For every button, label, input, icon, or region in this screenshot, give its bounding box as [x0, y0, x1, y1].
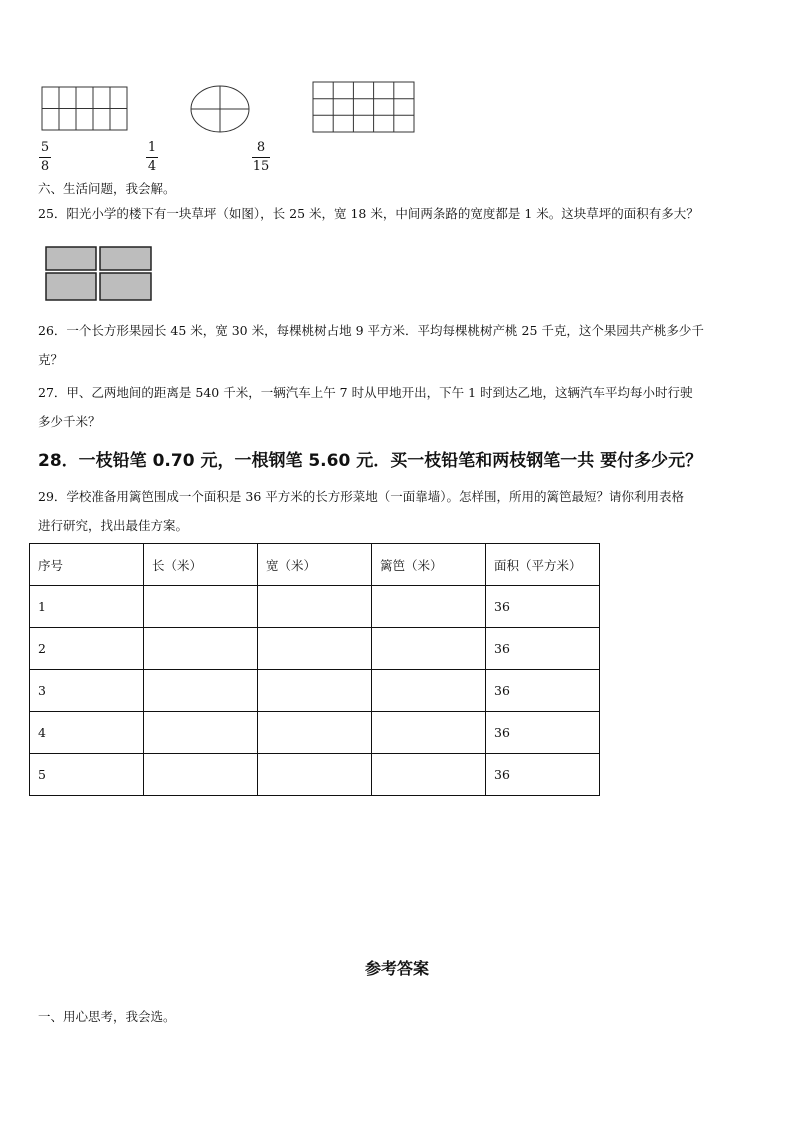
question-25: 25．阳光小学的楼下有一块草坪（如图），长 25 米，宽 18 米，中间两条路的宽度都是 1 米。这块草坪的面积有多大？ — [38, 206, 699, 221]
table-row — [30, 670, 600, 712]
fence-table — [29, 543, 600, 796]
fraction-3 — [250, 140, 272, 175]
table-cell-input[interactable] — [144, 712, 258, 754]
question-26-line2: 克？ — [38, 352, 64, 367]
question-27-line1: 27．甲、乙两地间的距离是 540 千米，一辆汽车上午 7 时从甲地开出，下午 1 时到达乙地，这辆汽车平均每小时行驶 — [38, 385, 693, 400]
table-cell: 4 — [30, 712, 144, 754]
table-cell-input[interactable] — [372, 628, 486, 670]
table-cell: 36 — [486, 712, 600, 754]
table-header-cell: 宽（米） — [258, 544, 372, 586]
question-29-line1: 29．学校准备用篱笆围成一个面积是 36 平方米的长方形菜地（一面靠墙）。怎样围，所用的篱笆最短？请你利用表格 — [38, 489, 685, 504]
question-27-line2: 多少千米？ — [38, 414, 101, 429]
fraction-2 — [143, 140, 161, 175]
table-row — [30, 586, 600, 628]
table-header-row — [30, 544, 600, 586]
table-cell-input[interactable] — [258, 628, 372, 670]
question-29-line2: 进行研究，找出最佳方案。 — [38, 518, 189, 533]
table-cell-input[interactable] — [144, 670, 258, 712]
table-cell-input[interactable] — [258, 712, 372, 754]
table-cell: 3 — [30, 670, 144, 712]
table-cell: 36 — [486, 754, 600, 796]
table-cell-input[interactable] — [258, 754, 372, 796]
grid-figure-2 — [312, 81, 416, 134]
table-cell-input[interactable] — [144, 628, 258, 670]
table-header-cell: 面积（平方米） — [486, 544, 600, 586]
table-header-cell: 长（米） — [144, 544, 258, 586]
fraction-2-numerator: 1 — [147, 140, 157, 155]
table-cell-input[interactable] — [258, 586, 372, 628]
answer-title: 参考答案 — [364, 959, 429, 978]
fraction-3-denominator: 15 — [252, 159, 270, 174]
fraction-2-denominator: 4 — [147, 159, 157, 174]
grid-figure-1 — [41, 86, 129, 132]
table-cell-input[interactable] — [372, 712, 486, 754]
table-cell: 36 — [486, 670, 600, 712]
table-cell-input[interactable] — [258, 670, 372, 712]
table-cell-input[interactable] — [372, 670, 486, 712]
table-row — [30, 754, 600, 796]
table-cell-input[interactable] — [372, 754, 486, 796]
section-6-title: 六、生活问题，我会解。 — [38, 181, 176, 196]
answer-section-1: 一、用心思考，我会选。 — [38, 1009, 176, 1024]
ellipse-figure — [189, 84, 251, 134]
table-header-cell: 篱笆（米） — [372, 544, 486, 586]
table-cell: 36 — [486, 586, 600, 628]
question-28: 28．一枝铅笔 0.70 元，一根钢笔 5.60 元．买一枝铅笔和两枝钢笔一共 要付多少元？ — [38, 451, 703, 471]
fraction-bar — [146, 157, 158, 158]
fraction-1 — [36, 140, 54, 175]
lawn-figure — [44, 245, 154, 303]
fraction-1-denominator: 8 — [40, 159, 50, 174]
table-cell: 36 — [486, 628, 600, 670]
fraction-bar — [252, 157, 270, 158]
table-row — [30, 628, 600, 670]
table-cell: 5 — [30, 754, 144, 796]
table-row — [30, 712, 600, 754]
table-header-cell: 序号 — [30, 544, 144, 586]
table-cell-input[interactable] — [372, 586, 486, 628]
table-cell-input[interactable] — [144, 586, 258, 628]
fraction-3-numerator: 8 — [256, 140, 266, 155]
fraction-1-numerator: 5 — [40, 140, 50, 155]
table-cell: 1 — [30, 586, 144, 628]
question-26-line1: 26．一个长方形果园长 45 米，宽 30 米，每棵桃树占地 9 平方米．平均每棵桃树产桃 25 千克，这个果园共产桃多少千 — [38, 323, 704, 338]
table-cell: 2 — [30, 628, 144, 670]
table-cell-input[interactable] — [144, 754, 258, 796]
fraction-bar — [39, 157, 51, 158]
